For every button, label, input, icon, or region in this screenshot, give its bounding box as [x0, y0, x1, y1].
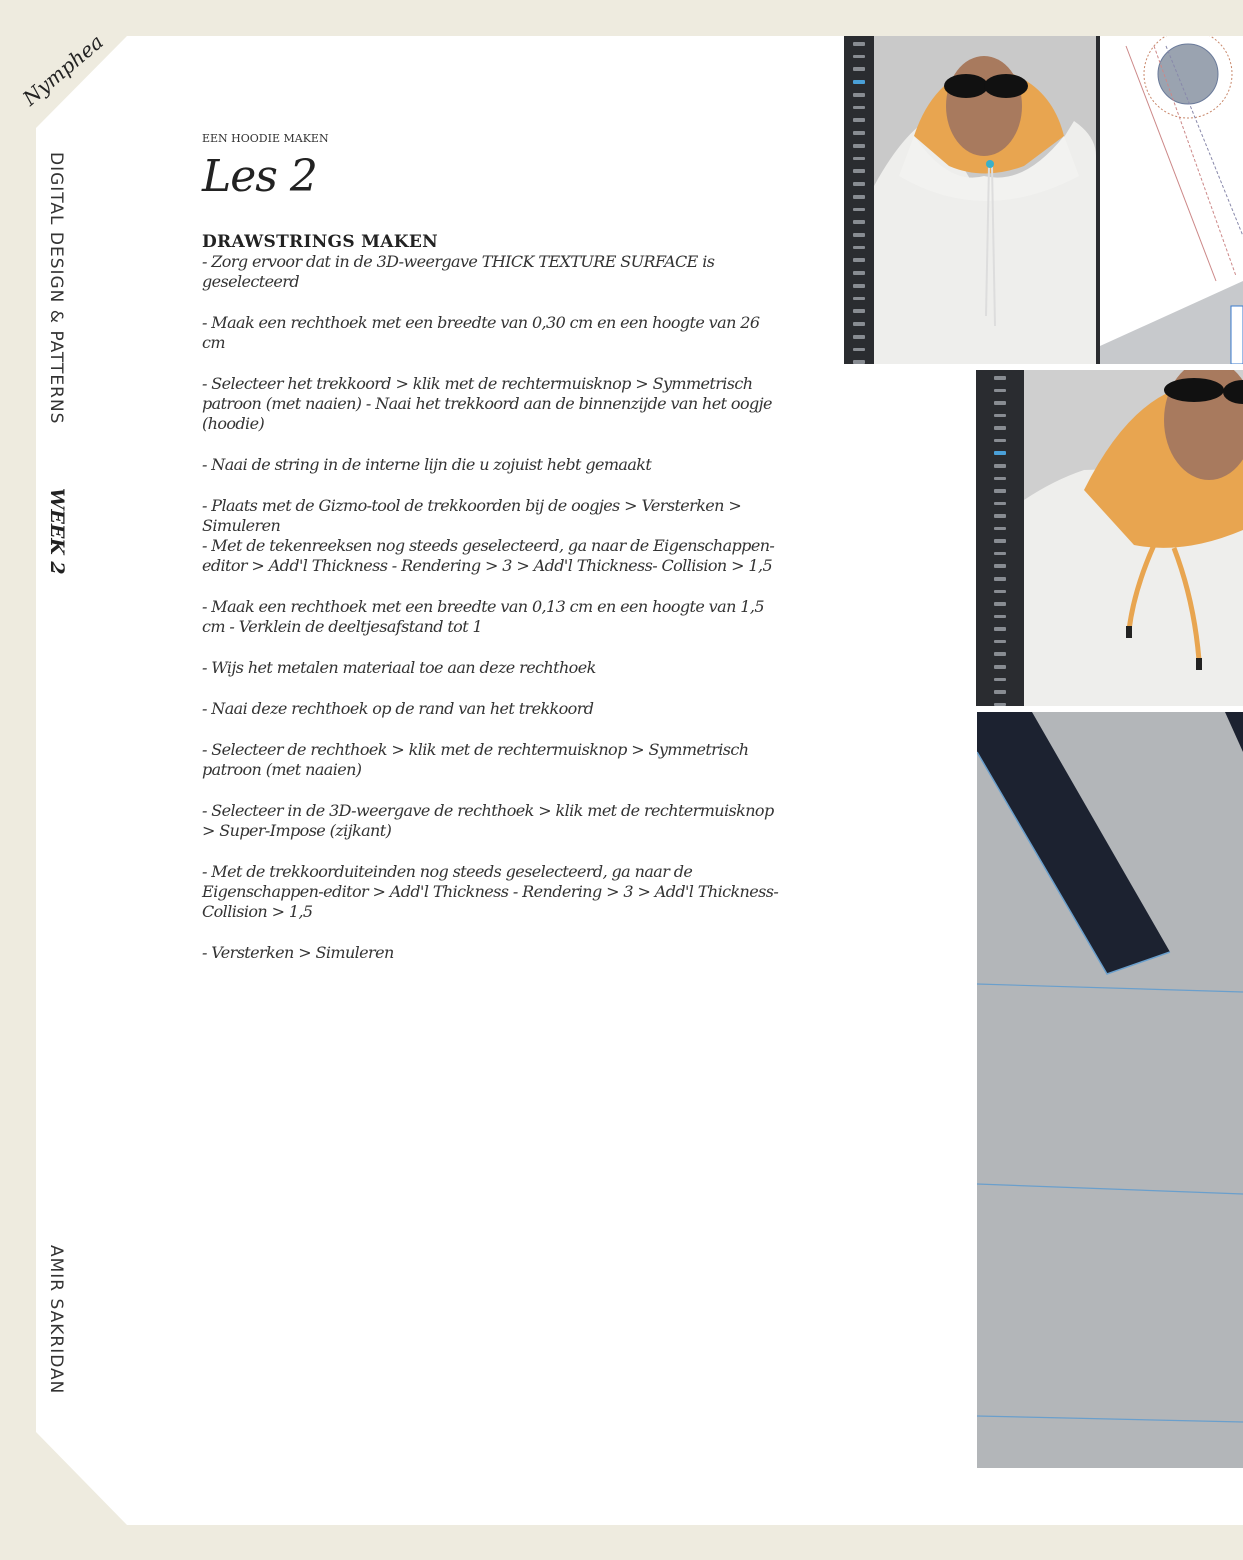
- screenshot-3d-hoodie-drawstrings: [976, 370, 1243, 706]
- section-heading: DRAWSTRINGS MAKEN: [202, 232, 438, 252]
- step-item: - Met de trekkoorduiteinden nog steeds geselecteerd, ga naar de Eigenschappen-editor > Add'l Thickness - Rendering > 3 > Add'l Thickness- Collision > 1,5: [202, 862, 779, 921]
- author-name: AMIR SAKRIDAN: [46, 1245, 66, 1395]
- lesson-content: [202, 132, 782, 984]
- step-item: - Naai deze rechthoek op de rand van het trekkoord: [202, 699, 594, 718]
- step-item: - Selecteer het trekkoord > klik met de rechtermuisknop > Symmetrisch patroon (met naaien) - Naai het trekkoord aan de binnenzijde van het oogje (hoodie): [202, 374, 772, 433]
- screenshot-3d-hoodie-white: [844, 36, 1243, 364]
- pattern-2d-image: [1096, 36, 1243, 364]
- viewport-3d: [874, 36, 1096, 364]
- step-item: - Plaats met de Gizmo-tool de trekkoorden bij de oogjes > Versterken > Simuleren: [202, 496, 742, 535]
- course-title: DIGITAL DESIGN & PATTERNS: [46, 152, 66, 425]
- toolbar-3d: [844, 36, 874, 364]
- drawstring-pattern-image: [977, 712, 1243, 1468]
- step-item: - Naai de string in de interne lijn die u zojuist hebt gemaakt: [202, 455, 652, 474]
- avatar-hoodie-image: [874, 36, 1096, 364]
- step-item: - Maak een rechthoek met een breedte van 0,30 cm en een hoogte van 26 cm: [202, 313, 760, 352]
- viewport-2d-pattern: [1096, 36, 1243, 364]
- kicker: EEN HOODIE MAKEN: [202, 132, 329, 145]
- step-list: [202, 252, 782, 963]
- page-title: Les 2: [202, 151, 317, 202]
- step-item: - Versterken > Simuleren: [202, 943, 394, 962]
- step-item: - Selecteer in de 3D-weergave de rechthoek > klik met de rechtermuisknop > Super-Impose (zijkant): [202, 801, 774, 840]
- week-label: WEEK 2: [46, 488, 68, 575]
- toolbar-3d-secondary: [976, 370, 1024, 706]
- brand-logo: Nymphea: [18, 29, 108, 111]
- step-item: - Selecteer de rechthoek > klik met de rechtermuisknop > Symmetrisch patroon (met naaien): [202, 740, 749, 779]
- step-item: - Zorg ervoor dat in de 3D-weergave THICK TEXTURE SURFACE is geselecteerd: [202, 252, 715, 291]
- step-item: - Maak een rechthoek met een breedte van 0,13 cm en een hoogte van 1,5 cm - Verklein de deeltjesafstand tot 1: [202, 597, 764, 636]
- viewport-3d-closeup: [1024, 370, 1243, 706]
- step-item: - Met de tekenreeksen nog steeds geselecteerd, ga naar de Eigenschappen-editor > Add'l Thickness - Rendering > 3 > Add'l Thickness- Collision > 1,5: [202, 536, 775, 575]
- step-item: - Wijs het metalen materiaal toe aan deze rechthoek: [202, 658, 596, 677]
- screenshot-2d-drawstring-pattern: [977, 712, 1243, 1468]
- avatar-drawstring-image: [1024, 370, 1243, 706]
